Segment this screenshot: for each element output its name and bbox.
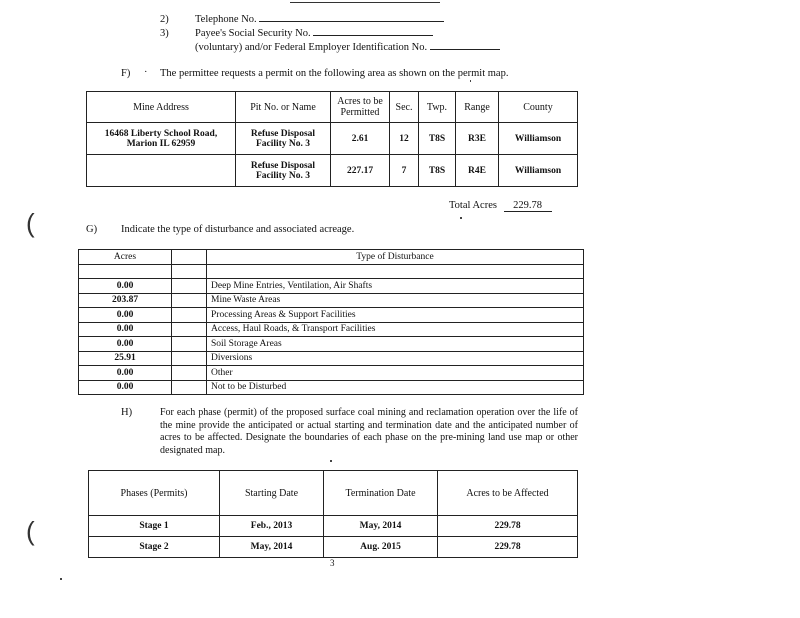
table-row [87, 123, 578, 155]
county-cell: Williamson [499, 155, 578, 187]
table-row [79, 322, 584, 337]
pit-name-cell: Refuse Disposal Facility No. 3 [236, 123, 331, 155]
section-f-letter: F) [121, 68, 131, 79]
table-row [87, 155, 578, 187]
disturbance-type-cell: Access, Haul Roads, & Transport Facilities [207, 322, 584, 337]
item-3-sub [195, 42, 500, 53]
item-2 [160, 14, 169, 25]
col-acres-affected: Acres to be Affected [438, 471, 578, 516]
col-twp: Twp. [419, 92, 456, 123]
col-sec: Sec. [390, 92, 419, 123]
range-cell: R4E [456, 155, 499, 187]
section-f-bullet: · [144, 67, 148, 78]
permit-area-table [86, 91, 578, 187]
disturbance-type-cell: Diversions [207, 351, 584, 366]
end-date-cell: Aug. 2015 [324, 537, 438, 558]
fein-field[interactable] [430, 49, 500, 50]
disturbance-table [78, 249, 584, 395]
scan-speck [330, 460, 332, 462]
table-row [79, 366, 584, 381]
range-cell: R3E [456, 123, 499, 155]
ssn-label: Payee's Social Security No. [195, 28, 311, 39]
section-f-text: The permittee requests a permit on the following area as shown on the permit map. [160, 68, 509, 79]
col-type-of-disturbance: Type of Disturbance [207, 250, 584, 265]
table-row [79, 279, 584, 294]
col-county: County [499, 92, 578, 123]
item-3-number: 3) [160, 28, 169, 39]
col-phases: Phases (Permits) [89, 471, 220, 516]
section-h-letter: H) [121, 407, 133, 418]
table-row [89, 516, 578, 537]
acres-affected-cell: 229.78 [438, 516, 578, 537]
disturbance-type-cell: Not to be Disturbed [207, 380, 584, 395]
sec-cell: 12 [390, 123, 419, 155]
col-termination-date: Termination Date [324, 471, 438, 516]
page-number: 3 [330, 558, 335, 568]
spacer-col [172, 250, 207, 265]
table-row [89, 537, 578, 558]
acres-affected-cell: 229.78 [438, 537, 578, 558]
col-mine-address: Mine Address [87, 92, 236, 123]
item-2-label [195, 14, 444, 25]
phases-header-row [89, 471, 578, 516]
disturbance-header-row [79, 250, 584, 265]
acres-cell: 227.17 [331, 155, 390, 187]
disturbance-type-cell: Deep Mine Entries, Ventilation, Air Shafts [207, 279, 584, 294]
acres-cell: 2.61 [331, 123, 390, 155]
fein-label: (voluntary) and/or Federal Employer Identification No. [195, 42, 428, 53]
col-starting-date: Starting Date [220, 471, 324, 516]
col-acres-permitted: Acres to be Permitted [331, 92, 390, 123]
table-row [79, 351, 584, 366]
acres-cell: 0.00 [79, 337, 172, 352]
section-h-text: For each phase (permit) of the proposed surface coal mining and reclamation operation over the life of the mine provide the anticipated or actual starting and termination date and the anticipated number of acres to be affected. Designate the boundaries of each phase on the pre-mining land use map or other designated map. [160, 407, 578, 456]
section-g-text: Indicate the type of disturbance and associated acreage. [121, 224, 355, 235]
acres-cell: 0.00 [79, 322, 172, 337]
col-acres: Acres [79, 250, 172, 265]
permit-area-header-row [87, 92, 578, 123]
acres-cell: 203.87 [79, 293, 172, 308]
acres-cell: 0.00 [79, 366, 172, 381]
item-3 [160, 28, 169, 39]
total-acres-label: Total Acres [449, 200, 497, 211]
telephone-field[interactable] [259, 21, 444, 22]
disturbance-type-cell: Mine Waste Areas [207, 293, 584, 308]
col-pit-name: Pit No. or Name [236, 92, 331, 123]
county-cell: Williamson [499, 123, 578, 155]
phase-cell: Stage 1 [89, 516, 220, 537]
margin-paren-mark: ( [26, 208, 35, 238]
section-g-letter: G) [86, 224, 98, 235]
disturbance-type-cell: Soil Storage Areas [207, 337, 584, 352]
mine-address-cell: 16468 Liberty School Road, Marion IL 62959 [87, 123, 236, 155]
table-row [79, 264, 584, 279]
item-2-number: 2) [160, 14, 169, 25]
disturbance-type-cell: Other [207, 366, 584, 381]
item-3-label [195, 28, 433, 39]
pit-name-cell: Refuse Disposal Facility No. 3 [236, 155, 331, 187]
top-rule [290, 2, 440, 3]
table-row [79, 337, 584, 352]
margin-paren-mark: ( [26, 516, 35, 546]
telephone-label: Telephone No. [195, 14, 257, 25]
end-date-cell: May, 2014 [324, 516, 438, 537]
twp-cell: T8S [419, 123, 456, 155]
total-acres-value: 229.78 [504, 200, 552, 212]
mine-address-cell [87, 155, 236, 187]
acres-cell: 0.00 [79, 308, 172, 323]
table-row [79, 308, 584, 323]
table-row [79, 293, 584, 308]
scan-speck [60, 578, 62, 580]
start-date-cell: May, 2014 [220, 537, 324, 558]
twp-cell: T8S [419, 155, 456, 187]
disturbance-type-cell: Processing Areas & Support Facilities [207, 308, 584, 323]
scan-speck [470, 80, 471, 82]
acres-cell: 0.00 [79, 279, 172, 294]
total-acres [449, 200, 552, 212]
sec-cell: 7 [390, 155, 419, 187]
phase-cell: Stage 2 [89, 537, 220, 558]
phases-table [88, 470, 578, 558]
table-row [79, 380, 584, 395]
ssn-field[interactable] [313, 35, 433, 36]
start-date-cell: Feb., 2013 [220, 516, 324, 537]
scan-speck [460, 217, 462, 219]
col-range: Range [456, 92, 499, 123]
acres-cell: 25.91 [79, 351, 172, 366]
acres-cell: 0.00 [79, 380, 172, 395]
